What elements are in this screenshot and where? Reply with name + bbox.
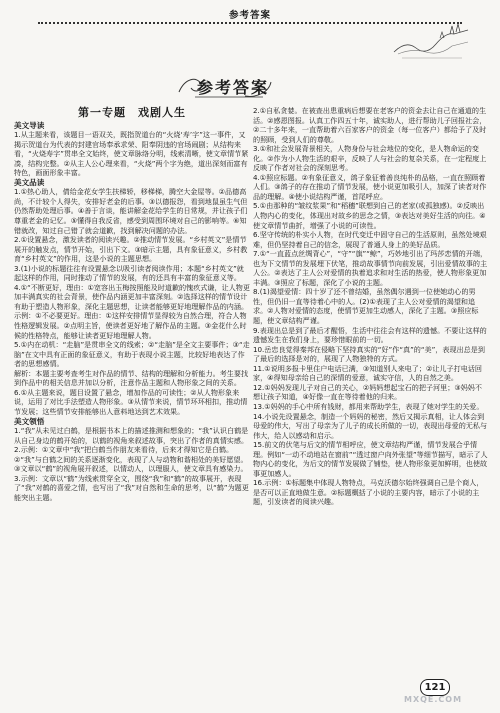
answer-paragraph: 1.“我”从未见过白鹤，是根据书本上的描述推测和想象的；“我”认识白鹤是从自己身边的鹤开始的，以鹤的视角来叙述故事，突出了作者的真情实感。 <box>14 426 249 445</box>
right-column <box>253 106 489 507</box>
answer-paragraph: 13.①妈妈的手心中所有钱财，都用来帮助学生，表现了她对学生的关爱。 <box>253 401 484 411</box>
answer-paragraph: 15.前文的伏笔与后文的情节相呼应，使文章结构严谨，情节发展合乎情理。例如“一动不动地站在窗前”“透过窗户向外张望”等细节描写，暗示了人物内心的变化，为后文的情节发展做了铺垫，使人物形象更加鲜明，也使故事更加感人。 <box>253 440 488 478</box>
landscape-illustration <box>392 22 470 60</box>
answer-paragraph: 8.(1)渴望爱情：四十岁了还不曾结婚，虽然偶尔遇到一位使她动心的男性，但仍旧一直等待着心中的人。(2)①表现了主人公对爱情的渴望和追求。②人物对爱情的态度，使情节更加生动感人，深化了主题。③照应标题，使文章结构严谨。 <box>253 287 479 326</box>
answer-paragraph: 3.①和社会发展背景相关，人物身份与社会地位的变化，是人物命运的变化。②作为小人物生活的艰辛，反映了人与社会的复杂关系，在一定程度上反映了作者对社会的深刻思考。 <box>253 144 487 173</box>
answer-paragraph: 14.小说先设置悬念，制造一个妈妈的秘密，然后又揭示真相，让人体会到母爱的伟大，写出了母亲为了儿子的成长所做的一切，表现出母爱的无私与伟大，给人以感动和启示。 <box>253 411 488 440</box>
answer-paragraph: 7.①“一直蓝点丝绸背心”，“守”“旗”“鲸”，巧妙地引出了玛莎恋情的开端，也为下文情节的发展埋下伏笔，推动故事情节向前发展，引出爱情故事的主人公。②表达了主人公对爱情的执着追求和对生活的热爱，使人物形象更加丰满。③照应了标题，深化了小说的主题。 <box>253 249 488 287</box>
watermark: MXQE.COM <box>404 695 463 704</box>
section-heading: 美文品读 <box>14 177 45 187</box>
answer-paragraph: 1.从主题来看，该题目一语双关，既指贺道台的“火烧‘寿’字”这一事件，又揭示贺道台为代表的封建官场奉承求荣、阳奉阴违的官场闹剧；从结构来看，“火烧寿字”贯串全文始终，使文章脉络分明，线索清晰，使文章情节紧凑，结构完整。②从主人公心理来看，“火烧”两个字为绝，道出深刻而富有特色，画面形象丰富。 <box>14 130 249 178</box>
section-heading: 美文领悟 <box>14 416 45 426</box>
answer-paragraph: 3.示例：文章以“鹤”为线索贯穿全文，围绕“我”和“鹤”的故事展开，表现了“我”对鹤的喜爱之情，也写出了“我”对自然和生命的思考，以“鹤”为题更能突出主题。 <box>14 473 249 502</box>
answer-paragraph: 5.①内在动机：“走脑”是贯串全文的线索；②“走脑”是全文主要事件；③“走脑”在文中具有正面的象征意义，有助于表现小说主题，比较好地表达了作者的思想感情。 <box>14 340 250 369</box>
answer-paragraph: 10.岳忠良觉得秦邦在侵略下坚持真实的“好”作“真”的“美”，表现出总是到了最后的选择是对的，展现了人物独特的方式。 <box>253 344 485 364</box>
answer-paragraph: 5.①由那种的“皱纹浆果”和“稻穗”联想到自己的老家(或孤独感)。②反映出人物内心的变化，体现出对故乡的思念之情，③表达对美好生活的向往。④使文章情节曲折，增强了小说的可读性。 <box>253 201 486 230</box>
answer-key-banner <box>175 72 275 100</box>
left-column-body <box>14 121 250 503</box>
answer-paragraph: 6.①从主题来说，题目设置了悬念，增加作品的可读性；②从人物形象来说，运用了对比手法塑造人物形象。③从情节来说，情节环环相扣，推动情节发展；这些情节安排能够出人意料地达到艺术效果。 <box>14 387 248 416</box>
answer-paragraph: 2.①自私贪婪。在被查出患重病后想要在老客户的资金去让自己在通道的生活。②感恩图报。认真工作四五十年，诚实助人，进行帮助儿子回报社会，②二十多年来，一直帮助着六百家客户的资金（每一位客户）都给予了及时的照顾，受到人们的尊敬。 <box>253 106 487 144</box>
answer-paragraph: 3.(1)小说的标题往往有设置悬念以吸引读者阅读作用；本题“乡村英文”就起这样的作用，同时推动了情节的发展，有的还具有丰富的象征意义等。 <box>14 263 244 283</box>
left-column <box>14 106 250 502</box>
right-column-body <box>253 106 489 507</box>
unit-title: 第一专题 戏剧人生 <box>78 106 186 119</box>
banner-title: 参考答案 <box>197 78 270 97</box>
section-heading: 美文导读 <box>14 120 45 130</box>
answer-paragraph: 6.坚守传统的朴实小人物，在时代变迁中固守自己的生活原则，虽然处境艰难，但仍坚持着自己的信念，展现了普通人身上的美好品质。 <box>253 230 487 249</box>
answer-paragraph: 4.①照应标题。②有象征意义，鸽子象征着善良纯朴的品格，一直在照顾着人们。③鸽子的存在推动了情节发展，使小说更加吸引人，加深了读者对作品的理解。④使小说结构严谨，首尾呼应。 <box>253 172 487 201</box>
answer-paragraph: 解析：本题主要考查考生对作品的情节、结构的理解和分析能力。考生要找到作品中的相关信息并加以分析，注意作品主题和人物形象之间的关系。 <box>14 368 249 388</box>
answer-paragraph: 11.①说明多报卡里住户电话已满，③知道别人来电了；②让儿子打电话回家，④得知母亲给自己的深情的爱意，诚实守信，人的自然之美。 <box>253 363 482 383</box>
answer-paragraph: 示例：①不必要更好。理由：①这样安排情节显得较为自然合理，符合人物性格逻辑发展。②点明主旨，使读者更好地了解作品的主题。③金花什么时候的性格特点，能够让读者更好地理解人物。 <box>14 311 247 340</box>
answer-paragraph: 2.示例：①文章中“我”把白鹤当作朋友来看待，后来才得知它是白鹤。②“我”与白鹤之间的关系逐渐变化，表现了人与动物和谐相处的美好愿望。③文章以“鹤”的视角展开叙述，以情动人，以理服人，使文章具有感染力。 <box>14 445 248 474</box>
answer-paragraph: 4.①“不断更好，理由：①宽容出玉梅按照能及时道歉的愧疚式谦，让人物更加丰满真实的社会背景，使作品内涵更加丰富深刻。②选择这样的情节设计有助于塑造人物形象，深化主题思想，让读者能够更好地理解作品的内涵。 <box>14 282 250 311</box>
answer-paragraph: 9.表现出总是到了最后才醒悟，生活中往往会有这样的遗憾。不要让这样的遗憾发生在我们身上，要珍惜眼前的一切。 <box>253 325 487 345</box>
answer-paragraph: 12.①妈妈发现儿子对自己的关心，②妈妈想起宝石的把子河里；③妈妈不想让孩子知道，④好像一直在等待着他的归来。 <box>253 382 482 402</box>
answer-paragraph: 16.示例：①标题集中体现人物特点，马克沃德尔始终强调自己是个商人，是否可以正直地做生意。②标题概括了小说的主要内容，暗示了小说的主题，引发读者的阅读兴趣。 <box>253 478 484 507</box>
page-number: 121 <box>420 679 450 696</box>
answer-paragraph: 1.①热心助人，倩给金花女学生扶梯轿，移梯梯，腾空大金屋等。②品德高尚，不计较个人得失，安排好老金的后事。③以德报怨，看到地鼠虽生气但仍然帮助处理后事。④善于言谈，能讲解金花给学生的日常规，并让孩子们尊重老金的记忆。⑤懂得自我反省，感受到周围环境对自己的影响等。⑥知错就改，知过自己错了就会道歉，找到解决问题的办法。 <box>14 187 248 235</box>
running-title: 参考答案 <box>228 10 271 21</box>
answer-paragraph: 2.①设置悬念，激发读者的阅读兴趣。②推动情节发展。“乡村英文”是情节展开的触发点，情节开始，引出下文。③暗示主题，具有象征意义，乡村教育“乡村英文”的作用，这是小说的主题思想。 <box>14 235 248 264</box>
